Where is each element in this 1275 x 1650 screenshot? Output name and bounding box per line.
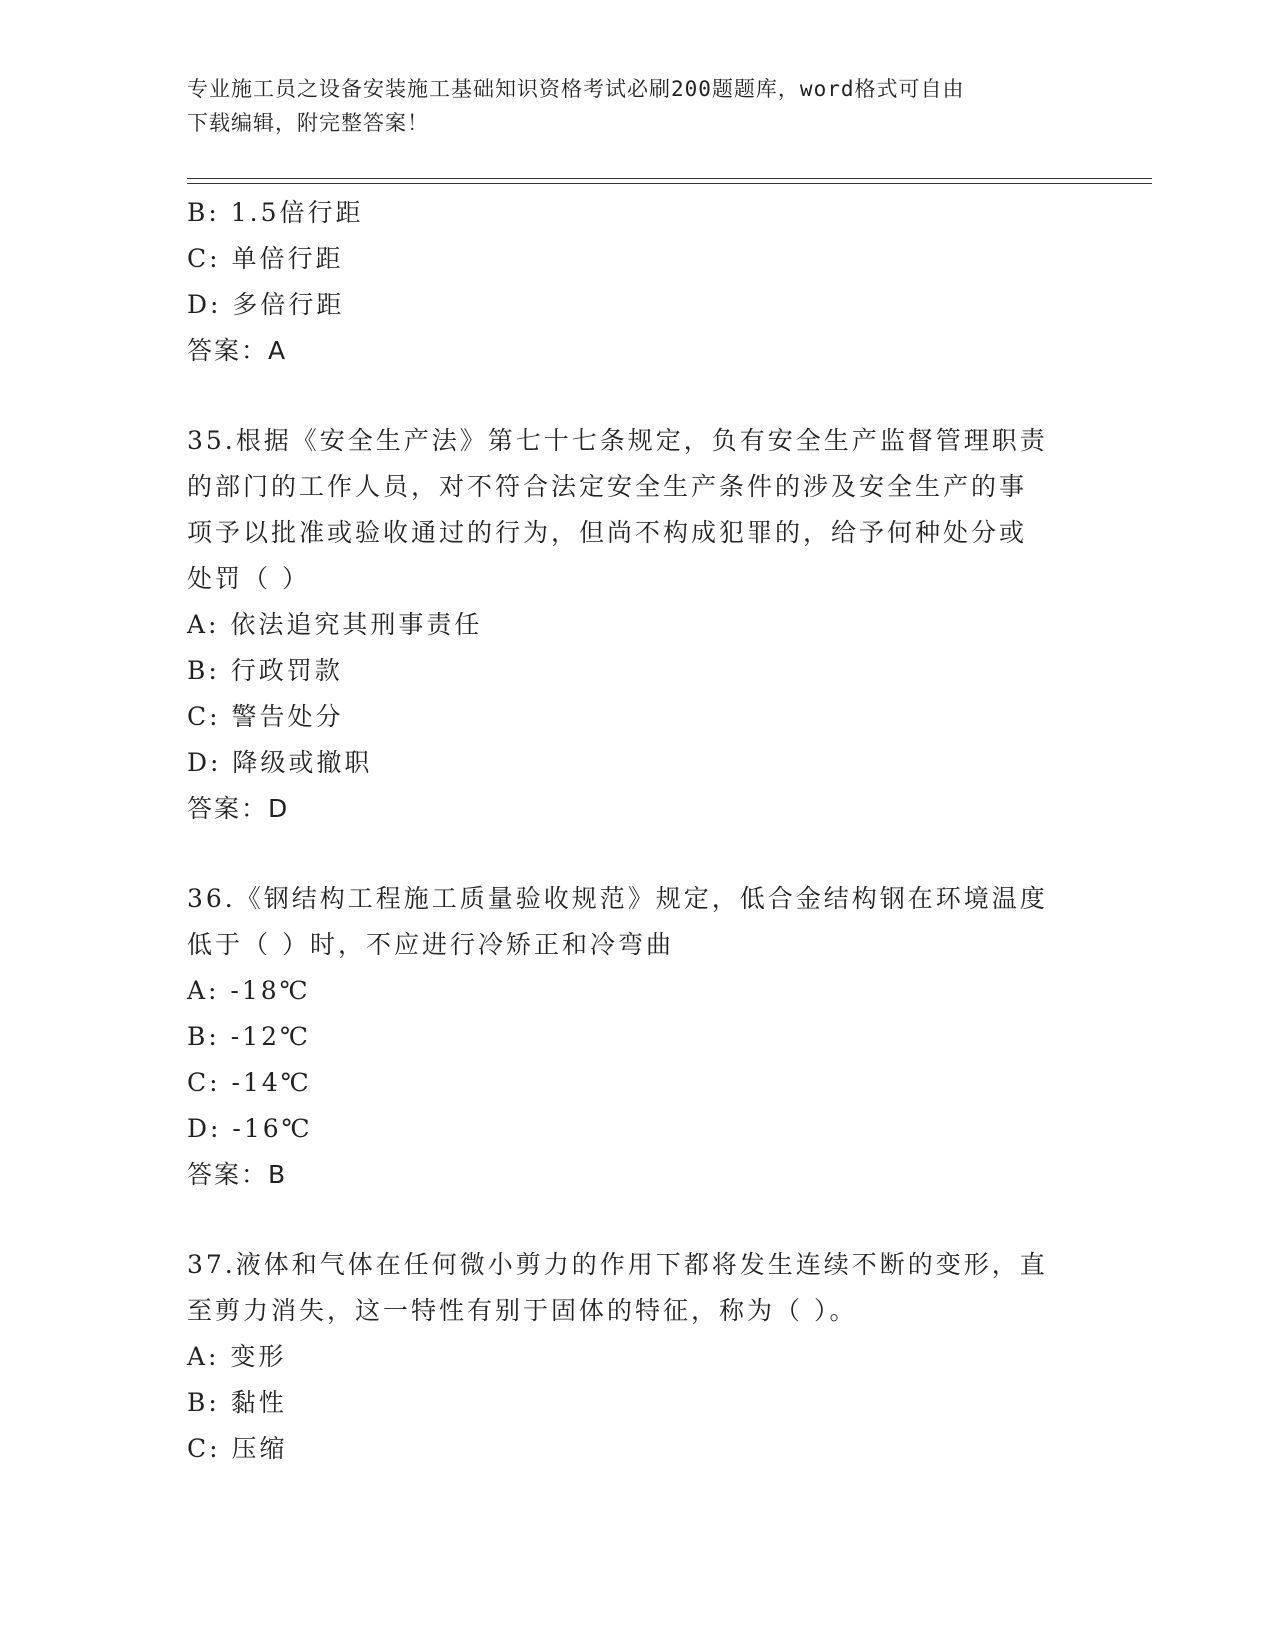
answer-label: 答案：B: [187, 1160, 288, 1189]
stem-line: 的部门的工作人员，对不符合法定安全生产条件的涉及安全生产的事: [187, 472, 1028, 501]
option-b: B: 1.5倍行距: [187, 198, 364, 227]
option-c: C: 单倍行距: [187, 244, 344, 273]
spacer: [187, 374, 1087, 418]
stem-line: 至剪力消失，这一特性有别于固体的特征，称为（ ）。: [187, 1296, 858, 1325]
stem-line: 36.《钢结构工程施工质量验收规范》规定，低合金结构钢在环境温度: [187, 884, 1048, 913]
option-c: C: 警告处分: [187, 702, 344, 731]
header-divider-bottom: [187, 183, 1152, 184]
option-b: B: 行政罚款: [187, 656, 343, 685]
option-d: D: 降级或撤职: [187, 748, 373, 777]
answer-label: 答案：A: [187, 336, 288, 365]
option-a: A: -18℃: [187, 976, 311, 1005]
question-content: [187, 190, 1087, 1472]
option-c: C: 压缩: [187, 1434, 288, 1463]
question-37: [187, 1242, 1087, 1472]
option-b: B: 黏性: [187, 1388, 287, 1417]
question-36: [187, 876, 1087, 1198]
stem-line: 处罚（ ）: [187, 564, 310, 593]
question-stem: [187, 418, 1087, 602]
option-c: C: -14℃: [187, 1068, 312, 1097]
stem-line: 35.根据《安全生产法》第七十七条规定，负有安全生产监督管理职责: [187, 426, 1048, 455]
option-b: B: -12℃: [187, 1022, 311, 1051]
option-d: D: -16℃: [187, 1114, 313, 1143]
spacer: [187, 832, 1087, 876]
question-34-tail: [187, 190, 1087, 374]
question-stem: [187, 1242, 1087, 1334]
page-header: [187, 72, 1067, 140]
question-35: [187, 418, 1087, 832]
header-line-2: 下载编辑，附完整答案！: [187, 111, 429, 135]
spacer: [187, 1198, 1087, 1242]
answer-label: 答案：D: [187, 794, 290, 823]
stem-line: 低于（ ）时，不应进行冷矫正和冷弯曲: [187, 930, 674, 959]
option-d: D: 多倍行距: [187, 290, 345, 319]
header-line-1: 专业施工员之设备安装施工基础知识资格考试必刷200题题库，word格式可自由: [187, 77, 965, 101]
stem-line: 项予以批准或验收通过的行为，但尚不构成犯罪的，给予何种处分或: [187, 518, 1028, 547]
option-a: A: 依法追究其刑事责任: [187, 610, 483, 639]
option-a: A: 变形: [187, 1342, 287, 1371]
header-divider-top: [187, 178, 1152, 179]
question-stem: [187, 876, 1087, 968]
stem-line: 37.液体和气体在任何微小剪力的作用下都将发生连续不断的变形，直: [187, 1250, 1048, 1279]
